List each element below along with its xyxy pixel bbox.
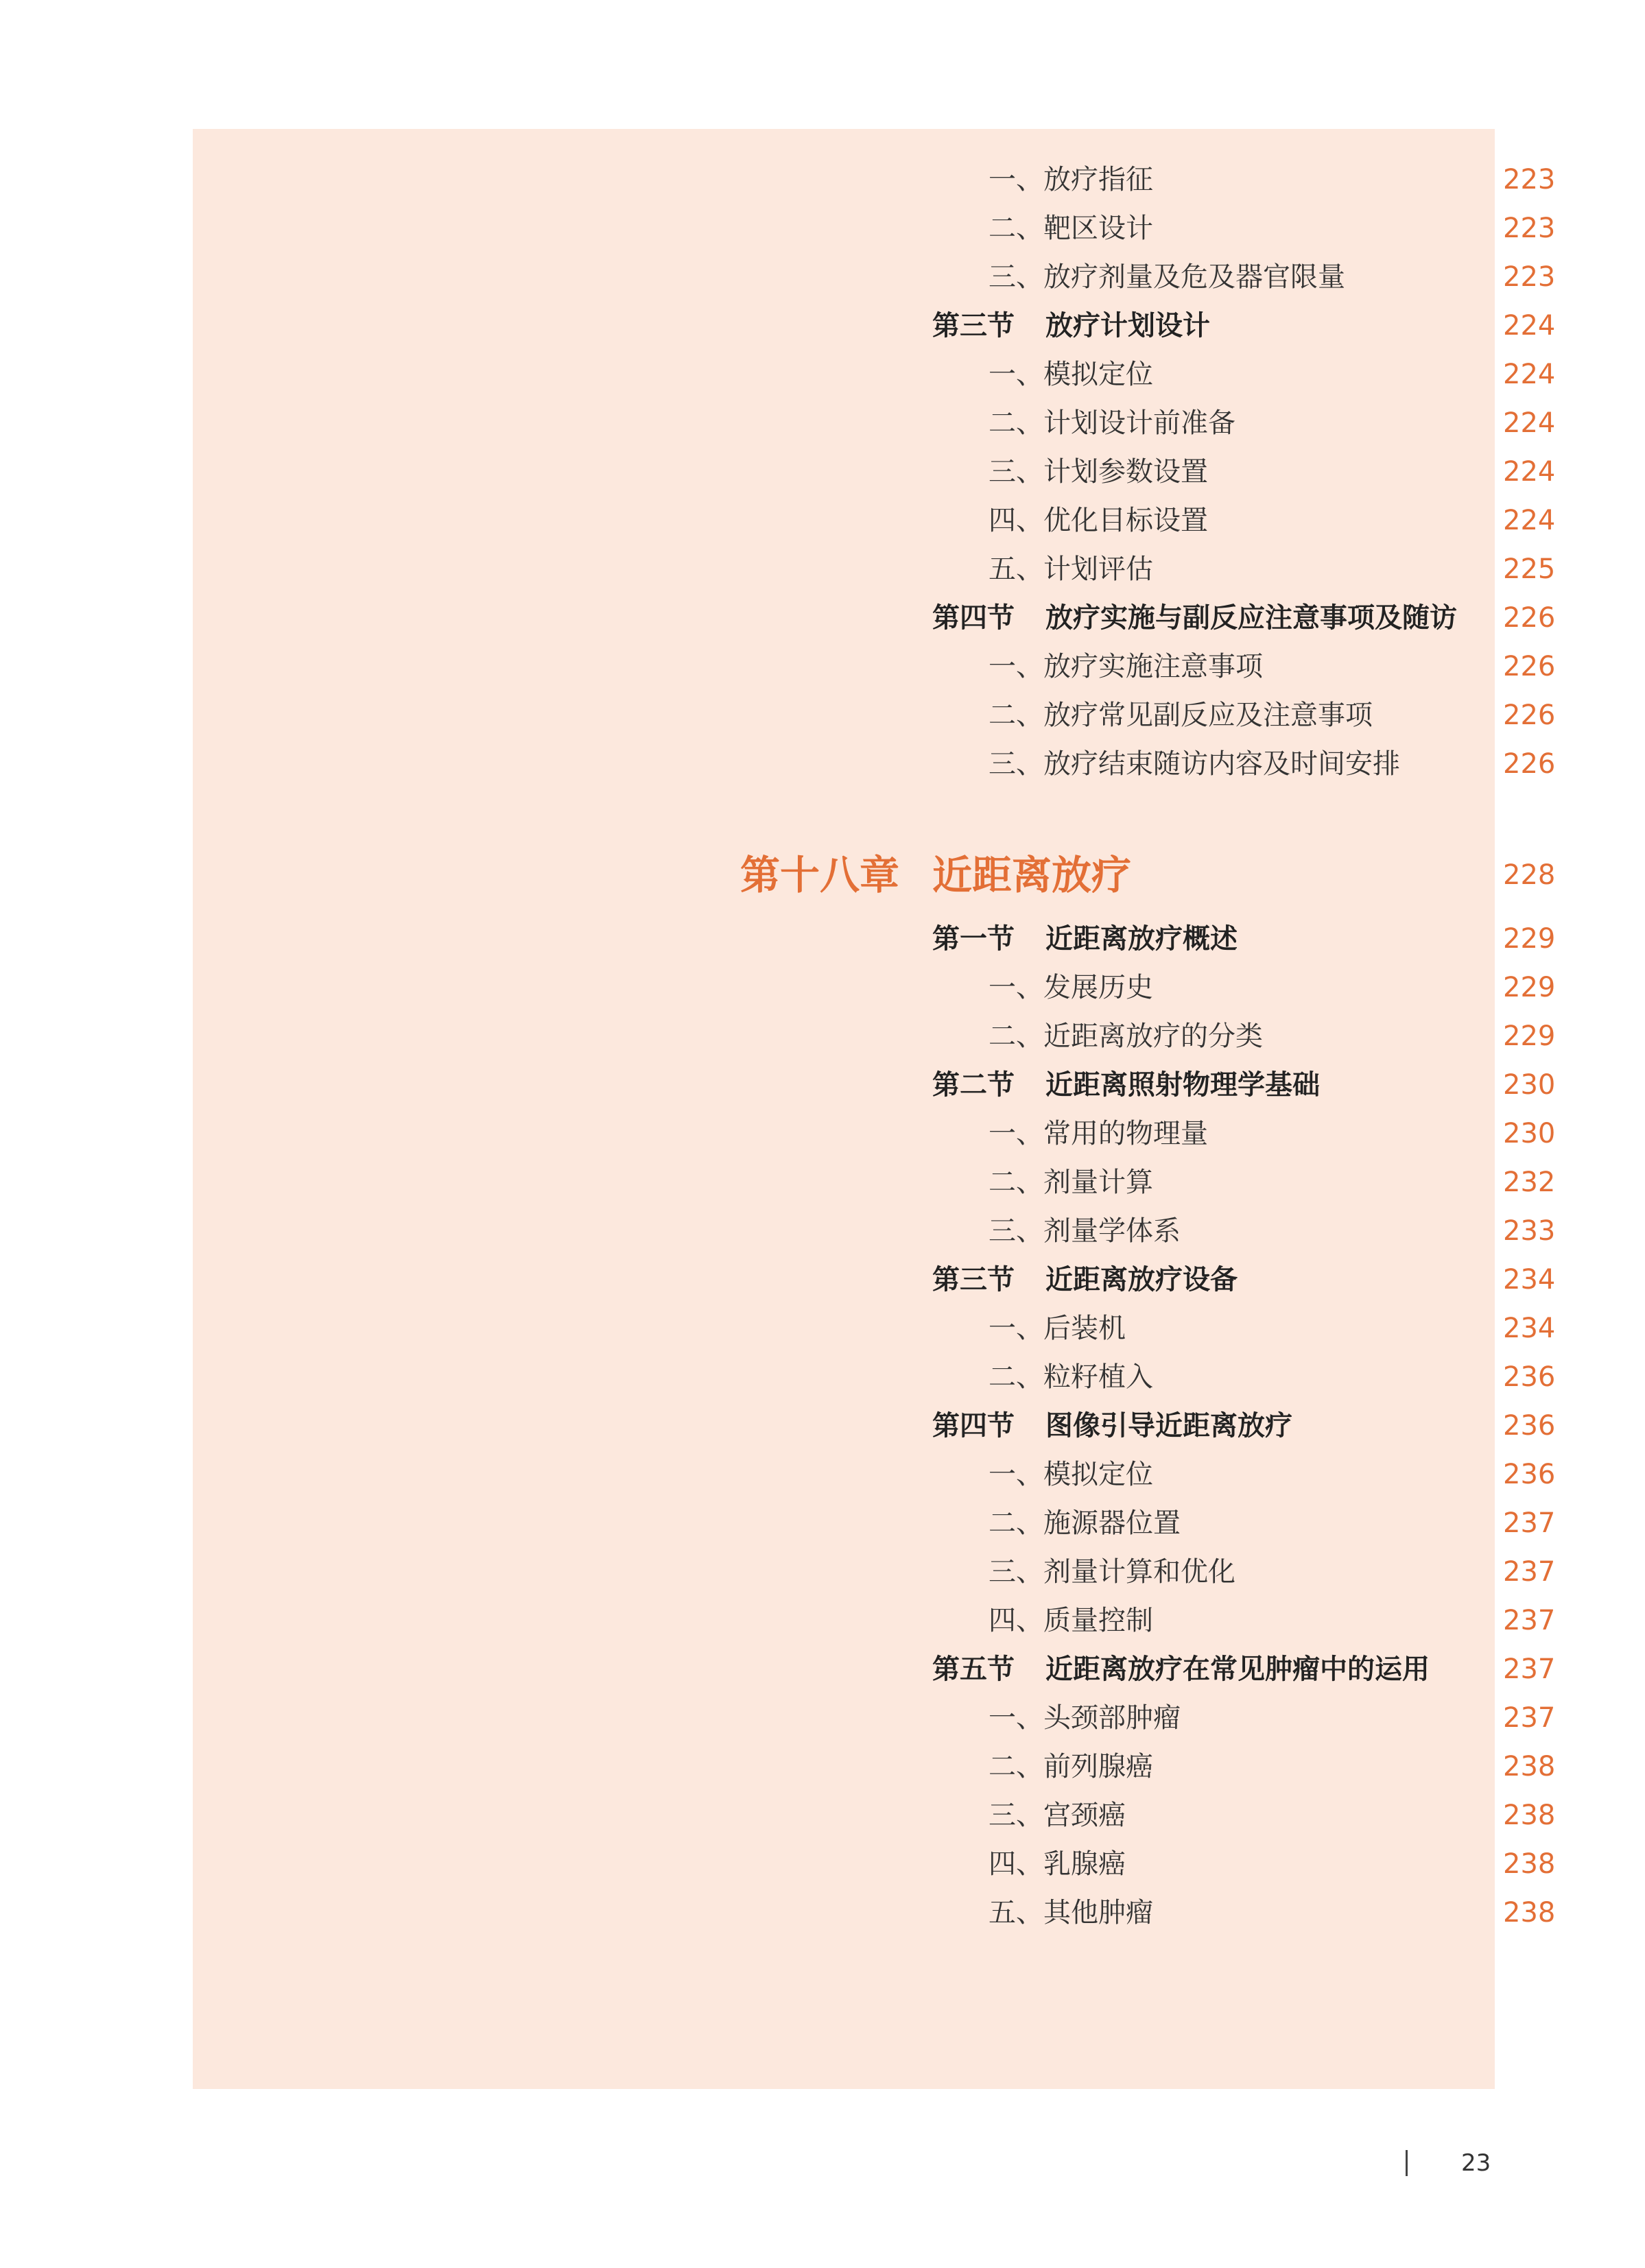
toc-page-number: 236 (1503, 1361, 1556, 1393)
item-title: 三、宫颈癌 (989, 1800, 1126, 1831)
toc-item[interactable] (193, 203, 1556, 254)
toc-item[interactable] (193, 544, 1556, 595)
toc-chapter[interactable] (193, 837, 1556, 913)
item-title: 三、计划参数设置 (989, 456, 1208, 488)
toc-page-number: 234 (1503, 1313, 1556, 1344)
toc-page-number: 223 (1503, 164, 1556, 195)
toc-page-number: 223 (1503, 261, 1556, 293)
toc-page-number: 224 (1503, 407, 1556, 439)
item-title: 二、剂量计算 (989, 1167, 1153, 1198)
page-number-separator (1406, 2150, 1408, 2176)
toc-item[interactable] (193, 1206, 1556, 1256)
toc-item[interactable] (193, 962, 1556, 1013)
toc-item[interactable] (193, 1352, 1556, 1402)
item-title: 一、放疗实施注意事项 (989, 651, 1263, 682)
toc-section[interactable] (193, 1644, 1556, 1695)
toc-page-number: 226 (1503, 748, 1556, 780)
toc-page-number: 224 (1503, 456, 1556, 488)
item-title: 四、优化目标设置 (989, 505, 1208, 536)
toc-item[interactable] (193, 398, 1556, 449)
item-title: 一、放疗指征 (989, 164, 1153, 195)
item-title: 四、乳腺癌 (989, 1848, 1126, 1880)
toc-item[interactable] (193, 1790, 1556, 1841)
toc-item[interactable] (193, 1011, 1556, 1062)
item-title: 五、计划评估 (989, 553, 1153, 585)
toc-section[interactable] (193, 1254, 1556, 1305)
toc-page-number: 226 (1503, 651, 1556, 682)
toc-page-number: 228 (1503, 859, 1556, 891)
section-number: 第二节 (932, 1069, 1015, 1101)
section-number: 第三节 (932, 1264, 1015, 1296)
page-number: 23 (1461, 2149, 1491, 2177)
toc-item[interactable] (193, 1449, 1556, 1500)
toc-page-number: 238 (1503, 1800, 1556, 1831)
toc-item[interactable] (193, 1108, 1556, 1159)
section-number: 第三节 (932, 310, 1015, 342)
section-title: 放疗计划设计 (1045, 310, 1210, 342)
item-title: 二、近距离放疗的分类 (989, 1020, 1263, 1052)
toc-page-number: 229 (1503, 972, 1556, 1003)
item-title: 一、常用的物理量 (989, 1118, 1208, 1149)
item-title: 二、靶区设计 (989, 213, 1153, 244)
toc-page-number: 225 (1503, 553, 1556, 585)
section-title: 近距离放疗在常见肿瘤中的运用 (1045, 1654, 1430, 1685)
item-title: 一、模拟定位 (989, 1459, 1153, 1490)
toc-page-number: 230 (1503, 1069, 1556, 1101)
item-title: 二、前列腺癌 (989, 1751, 1153, 1782)
section-title: 图像引导近距离放疗 (1045, 1410, 1292, 1442)
section-number: 第一节 (932, 923, 1015, 955)
toc-page-number: 237 (1503, 1507, 1556, 1539)
toc-item[interactable] (193, 495, 1556, 546)
toc-page-number: 224 (1503, 505, 1556, 536)
item-title: 二、计划设计前准备 (989, 407, 1235, 439)
toc-page-number: 237 (1503, 1556, 1556, 1588)
toc-section[interactable] (193, 300, 1556, 351)
item-title: 一、模拟定位 (989, 359, 1153, 390)
toc-item[interactable] (193, 1303, 1556, 1354)
toc-page-number: 238 (1503, 1751, 1556, 1782)
section-title: 近距离放疗设备 (1045, 1264, 1238, 1296)
section-title: 近距离照射物理学基础 (1045, 1069, 1320, 1101)
toc-page-number: 223 (1503, 213, 1556, 244)
toc-section[interactable] (193, 593, 1556, 643)
toc-page-number: 226 (1503, 700, 1556, 731)
item-title: 四、质量控制 (989, 1605, 1153, 1636)
section-number: 第四节 (932, 602, 1015, 634)
chapter-number: 第十八章 (740, 852, 900, 898)
toc-page-number: 238 (1503, 1897, 1556, 1929)
item-title: 二、放疗常见副反应及注意事项 (989, 700, 1373, 731)
toc-item[interactable] (193, 1595, 1556, 1646)
toc-page-number: 229 (1503, 923, 1556, 955)
section-title: 放疗实施与副反应注意事项及随访 (1045, 602, 1457, 634)
toc-item[interactable] (193, 739, 1556, 789)
toc-page-number: 238 (1503, 1848, 1556, 1880)
toc-item[interactable] (193, 1693, 1556, 1743)
toc-section[interactable] (193, 914, 1556, 964)
toc-item[interactable] (193, 252, 1556, 302)
toc-item[interactable] (193, 446, 1556, 497)
toc-item[interactable] (193, 690, 1556, 741)
toc-item[interactable] (193, 154, 1556, 205)
section-number: 第四节 (932, 1410, 1015, 1442)
toc-item[interactable] (193, 641, 1556, 692)
toc-item[interactable] (193, 1547, 1556, 1597)
toc-panel (193, 129, 1556, 2089)
toc-item[interactable] (193, 349, 1556, 400)
item-title: 一、发展历史 (989, 972, 1153, 1003)
toc-page-number: 236 (1503, 1459, 1556, 1490)
item-title: 一、头颈部肿瘤 (989, 1702, 1181, 1734)
toc-item[interactable] (193, 1157, 1556, 1208)
toc-page-number: 237 (1503, 1702, 1556, 1734)
item-title: 三、剂量计算和优化 (989, 1556, 1235, 1588)
toc-page-number: 224 (1503, 310, 1556, 342)
toc-section[interactable] (193, 1060, 1556, 1110)
toc-page-number: 236 (1503, 1410, 1556, 1442)
chapter-title: 近距离放疗 (932, 852, 1132, 898)
item-title: 五、其他肿瘤 (989, 1897, 1153, 1929)
toc-page-number: 230 (1503, 1118, 1556, 1149)
toc-item[interactable] (193, 1498, 1556, 1549)
toc-page-number: 237 (1503, 1605, 1556, 1636)
item-title: 二、粒籽植入 (989, 1361, 1153, 1393)
toc-page-number: 224 (1503, 359, 1556, 390)
item-title: 三、放疗结束随访内容及时间安排 (989, 748, 1400, 780)
toc-page-number: 237 (1503, 1654, 1556, 1685)
toc-item[interactable] (193, 1839, 1556, 1889)
item-title: 二、施源器位置 (989, 1507, 1181, 1539)
toc-page-number: 234 (1503, 1264, 1556, 1296)
item-title: 三、剂量学体系 (989, 1215, 1181, 1247)
toc-section[interactable] (193, 1400, 1556, 1451)
toc-page-number: 229 (1503, 1020, 1556, 1052)
item-title: 一、后装机 (989, 1313, 1126, 1344)
toc-item[interactable] (193, 1741, 1556, 1792)
toc-page-number: 226 (1503, 602, 1556, 634)
section-number: 第五节 (932, 1654, 1015, 1685)
item-title: 三、放疗剂量及危及器官限量 (989, 261, 1345, 293)
section-title: 近距离放疗概述 (1045, 923, 1238, 955)
toc-page-number: 232 (1503, 1167, 1556, 1198)
toc-page-number: 233 (1503, 1215, 1556, 1247)
toc-item[interactable] (193, 1887, 1556, 1938)
